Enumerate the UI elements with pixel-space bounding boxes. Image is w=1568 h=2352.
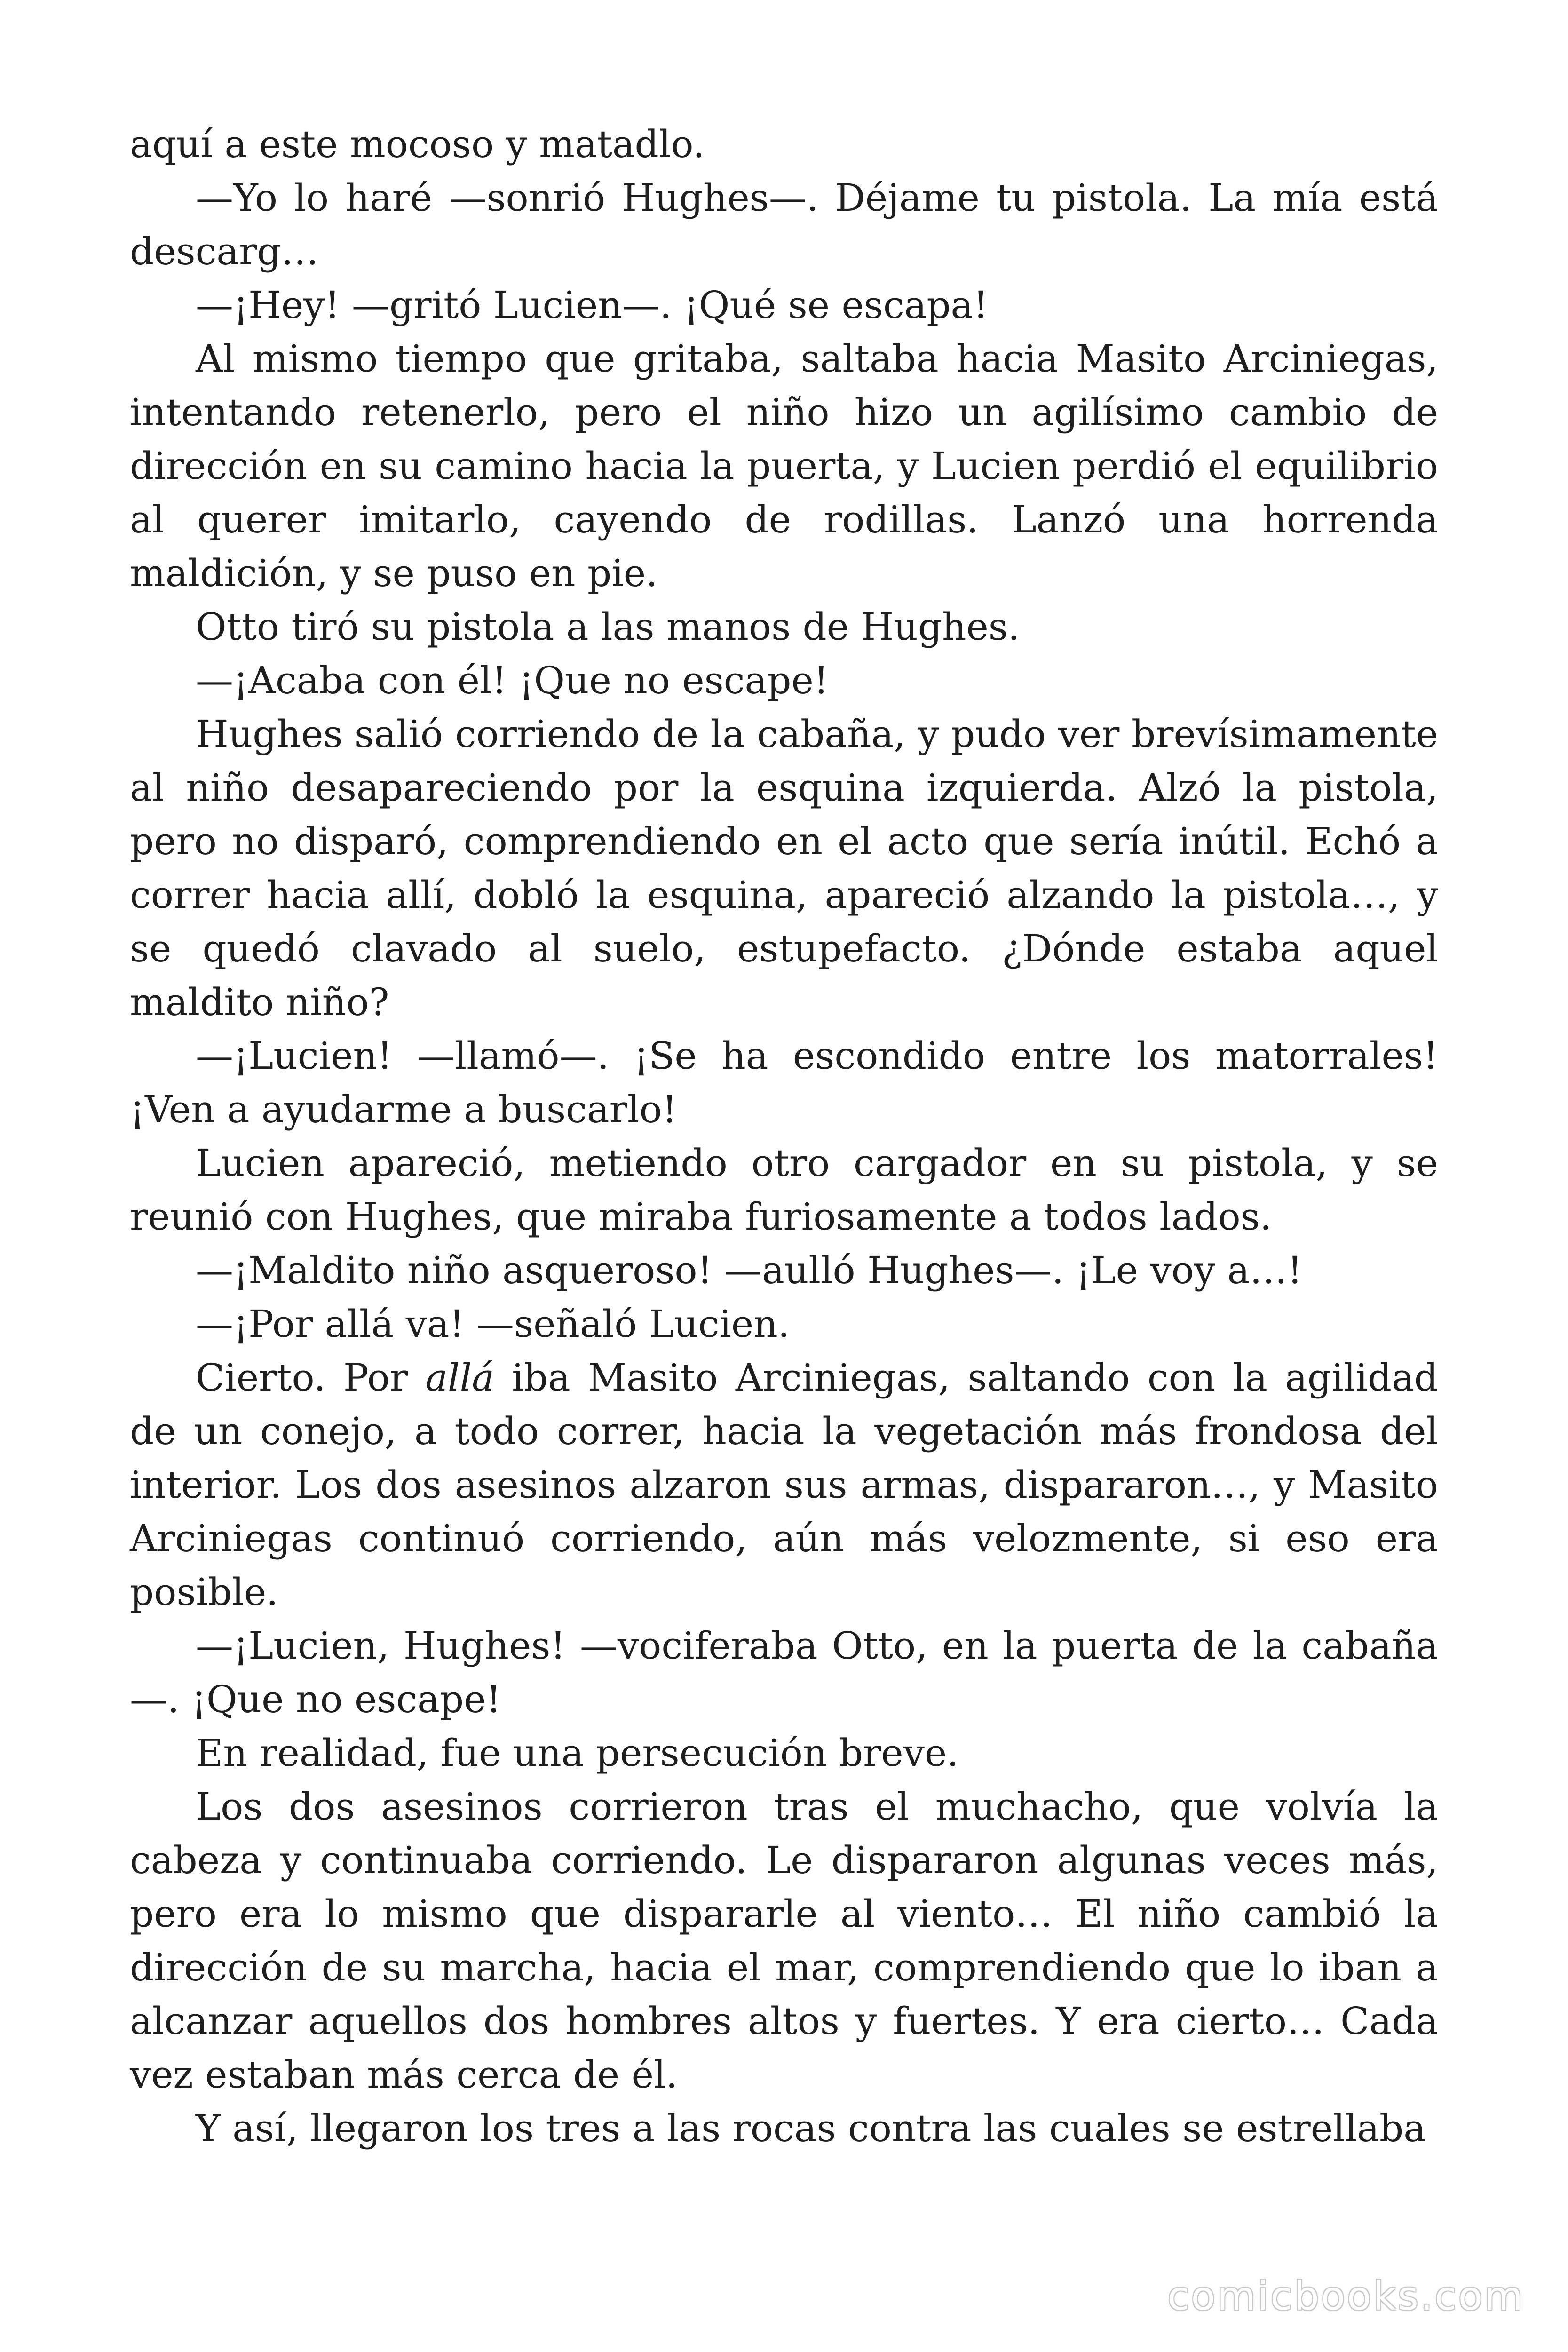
paragraph-16: Y así, llegaron los tres a las rocas contra las cuales se estrellaba <box>196 2106 1426 2150</box>
paragraph-6: —¡Acaba con él! ¡Que no escape! <box>196 659 829 702</box>
paragraph-4: Al mismo tiempo que gritaba, saltaba hacia Masito Arciniegas, intentando retenerlo, pero el niño hizo un agilísimo cambio de dirección en su camino hacia la puerta, y Lucien perdió el equilibrio al querer imitarlo, cayendo de rodillas. Lanzó una horrenda maldición, y se puso en pie. <box>130 337 1438 595</box>
paragraph-15: Los dos asesinos corrieron tras el muchacho, que volvía la cabeza y continuaba corriendo. Le dispararon algunas veces más, pero era lo mismo que dispararle al viento… El niño cambió la dirección de su marcha, hacia el mar, comprendiendo que lo iban a alcanzar aquellos dos hombres altos y fuertes. Y era cierto… Cada vez estaban más cerca de él. <box>130 1785 1438 2097</box>
paragraph-1: aquí a este mocoso y matadlo. <box>130 122 705 166</box>
paragraph-3: —¡Hey! —gritó Lucien—. ¡Qué se escapa! <box>196 283 989 327</box>
paragraph-2: —Yo lo haré —sonrió Hughes—. Déjame tu pistola. La mía está descarg… <box>130 176 1438 273</box>
page-body <box>130 118 1438 2155</box>
paragraph-12-after: iba Masito Arciniegas, saltando con la agilidad de un conejo, a todo correr, hacia la vegetación más frondosa del interior. Los dos asesinos alzaron sus armas, dispararon…, y Masito Arciniegas continuó corriendo, aún más velozmente, si eso era posible. <box>130 1356 1438 1614</box>
watermark: comicbooks.com <box>1167 2273 1525 2319</box>
paragraph-12 <box>130 1351 1438 1619</box>
paragraph-12-before: Cierto. Por <box>196 1356 426 1399</box>
paragraph-8: —¡Lucien! —llamó—. ¡Se ha escondido entre los matorrales! ¡Ven a ayudarme a buscarlo! <box>130 1034 1438 1131</box>
paragraph-12-italic: allá <box>425 1356 494 1399</box>
paragraph-14: En realidad, fue una persecución breve. <box>196 1731 959 1775</box>
paragraph-9: Lucien apareció, metiendo otro cargador en su pistola, y se reunió con Hughes, que miraba furiosamente a todos lados. <box>130 1141 1438 1239</box>
paragraph-10: —¡Maldito niño asqueroso! —aulló Hughes—. ¡Le voy a…! <box>196 1248 1303 1292</box>
paragraph-7: Hughes salió corriendo de la cabaña, y pudo ver brevísimamente al niño desapareciendo por la esquina izquierda. Alzó la pistola, pero no disparó, comprendiendo en el acto que sería inútil. Echó a correr hacia allí, dobló la esquina, apareció alzando la pistola…, y se quedó clavado al suelo, estupefacto. ¿Dónde estaba aquel maldito niño? <box>130 712 1438 1024</box>
paragraph-11: —¡Por allá va! —señaló Lucien. <box>196 1302 790 1346</box>
paragraph-13: —¡Lucien, Hughes! —vociferaba Otto, en la puerta de la cabaña —. ¡Que no escape! <box>130 1624 1438 1721</box>
paragraph-5: Otto tiró su pistola a las manos de Hughes. <box>196 605 1020 649</box>
